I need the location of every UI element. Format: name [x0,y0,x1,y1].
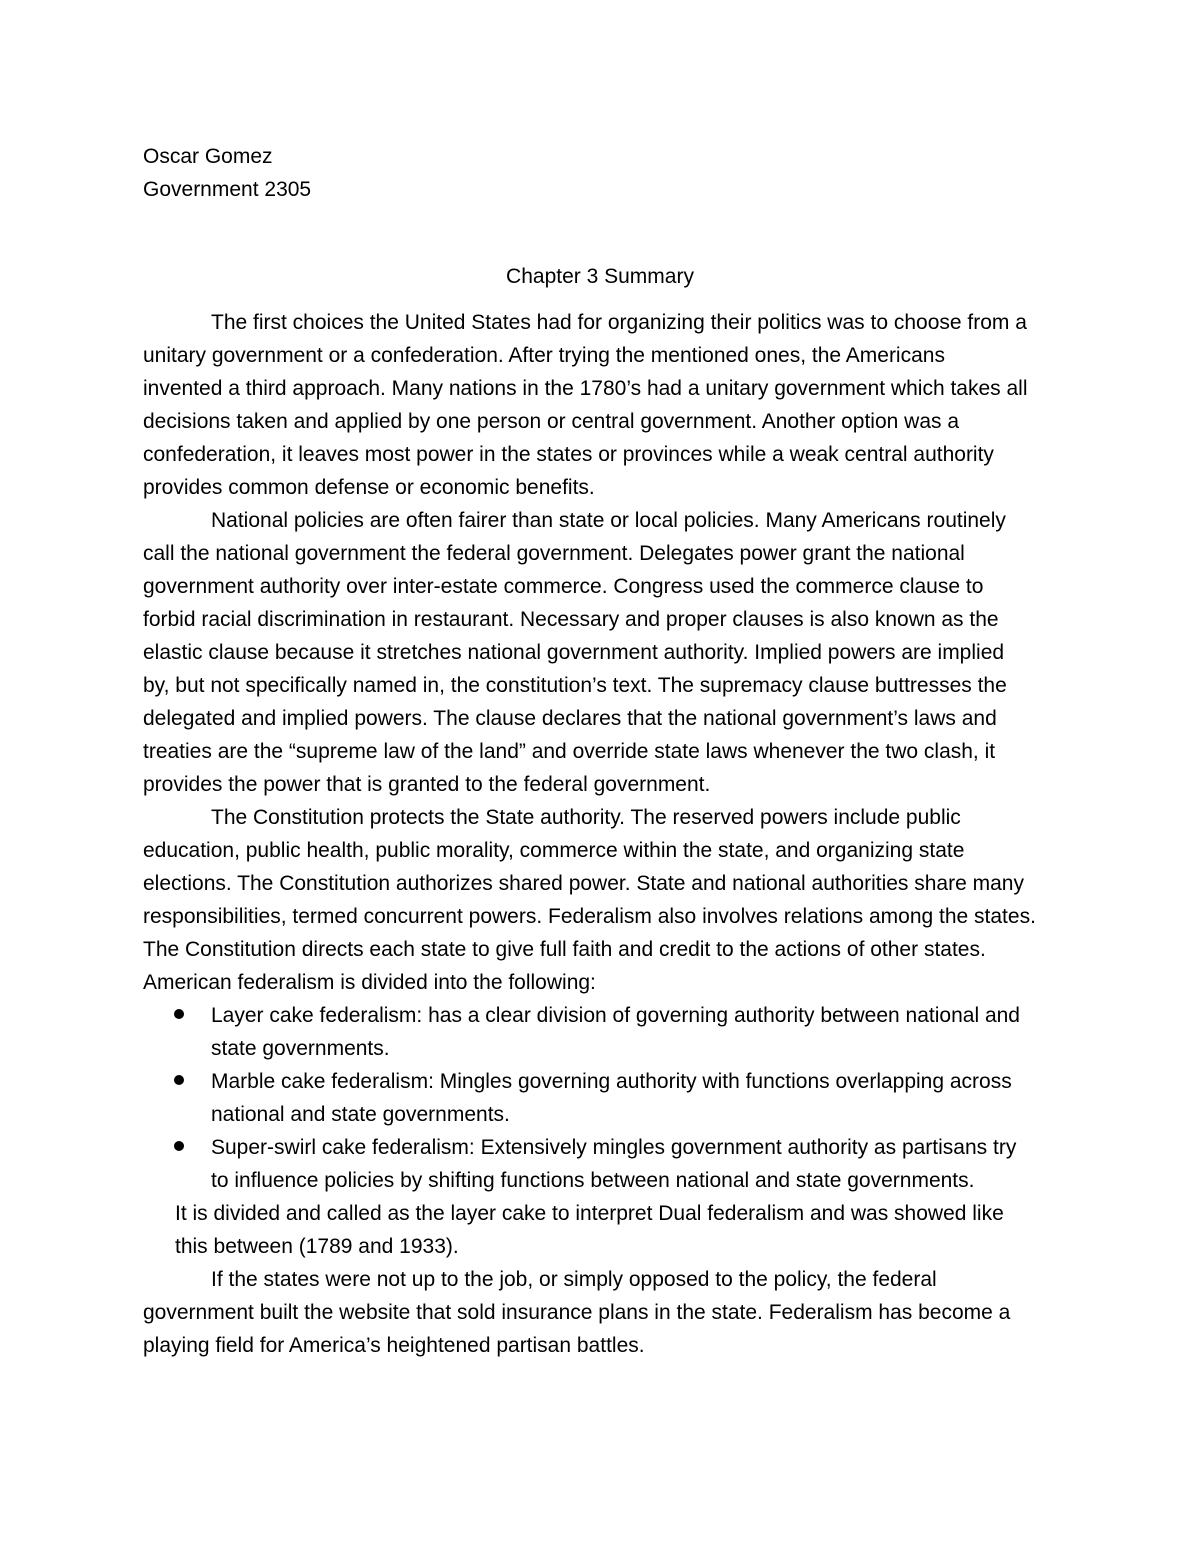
paragraph-3-line: American federalism is divided into the following: [143,971,596,994]
paragraph-4-line: government built the website that sold insurance plans in the state. Federalism has become a [143,1301,1011,1324]
after-list-line: this between (1789 and 1933). [175,1235,459,1258]
after-list-line: It is divided and called as the layer cake to interpret Dual federalism and was showed like [175,1202,1004,1225]
paragraph-2-line: by, but not specifically named in, the constitution’s text. The supremacy clause buttresses the [143,674,1007,697]
paragraph-1-line: unitary government or a confederation. After trying the mentioned ones, the Americans [143,344,945,367]
paragraph-1-line: invented a third approach. Many nations in the 1780’s had a unitary government which takes all [143,377,1028,400]
paragraph-2-line: government authority over inter-estate commerce. Congress used the commerce clause to [143,575,984,598]
paragraph-3-line: The Constitution protects the State authority. The reserved powers include public [211,806,961,829]
paragraph-2-line: provides the power that is granted to the federal government. [143,773,711,796]
paragraph-3-line: responsibilities, termed concurrent powers. Federalism also involves relations among the states. [143,905,1036,928]
list-item: Layer cake federalism: has a clear division of governing authority between national and [211,1004,1020,1027]
bullet-dot-icon [174,1141,184,1151]
paragraph-2-line: National policies are often fairer than state or local policies. Many Americans routinely [211,509,1006,532]
course-name: Government 2305 [143,178,312,201]
paragraph-1-line: decisions taken and applied by one person or central government. Another option was a [143,410,960,433]
paragraph-3-line: education, public health, public morality, commerce within the state, and organizing state [143,839,965,862]
list-item-continuation: to influence policies by shifting functions between national and state governments. [211,1169,975,1192]
paragraph-4-line: playing field for America’s heightened partisan battles. [143,1334,645,1357]
list-item-continuation: national and state governments. [211,1103,510,1126]
list-item: Marble cake federalism: Mingles governing authority with functions overlapping across [211,1070,1012,1093]
paragraph-2-line: treaties are the “supreme law of the land” and override state laws whenever the two clash, it [143,740,996,763]
paragraph-2-line: elastic clause because it stretches national government authority. Implied powers are implied [143,641,1005,664]
paragraph-4-line: If the states were not up to the job, or simply opposed to the policy, the federal [211,1268,937,1291]
bullet-dot-icon [174,1009,184,1019]
paragraph-2-line: delegated and implied powers. The clause declares that the national government’s laws and [143,707,997,730]
paragraph-3-line: The Constitution directs each state to give full faith and credit to the actions of other states. [143,938,986,961]
list-item: Super-swirl cake federalism: Extensively mingles government authority as partisans try [211,1136,1017,1159]
paragraph-2-line: forbid racial discrimination in restaurant. Necessary and proper clauses is also known as the [143,608,999,631]
paragraph-3-line: elections. The Constitution authorizes shared power. State and national authorities share many [143,872,1024,895]
document-title: Chapter 3 Summary [506,265,694,288]
list-item-continuation: state governments. [211,1037,390,1060]
author-name: Oscar Gomez [143,145,273,168]
paragraph-1-line: provides common defense or economic benefits. [143,476,595,499]
bullet-dot-icon [174,1075,184,1085]
paragraph-1-line: confederation, it leaves most power in the states or provinces while a weak central authority [143,443,994,466]
paragraph-2-line: call the national government the federal government. Delegates power grant the national [143,542,965,565]
paragraph-1-line: The first choices the United States had for organizing their politics was to choose from a [211,311,1027,334]
